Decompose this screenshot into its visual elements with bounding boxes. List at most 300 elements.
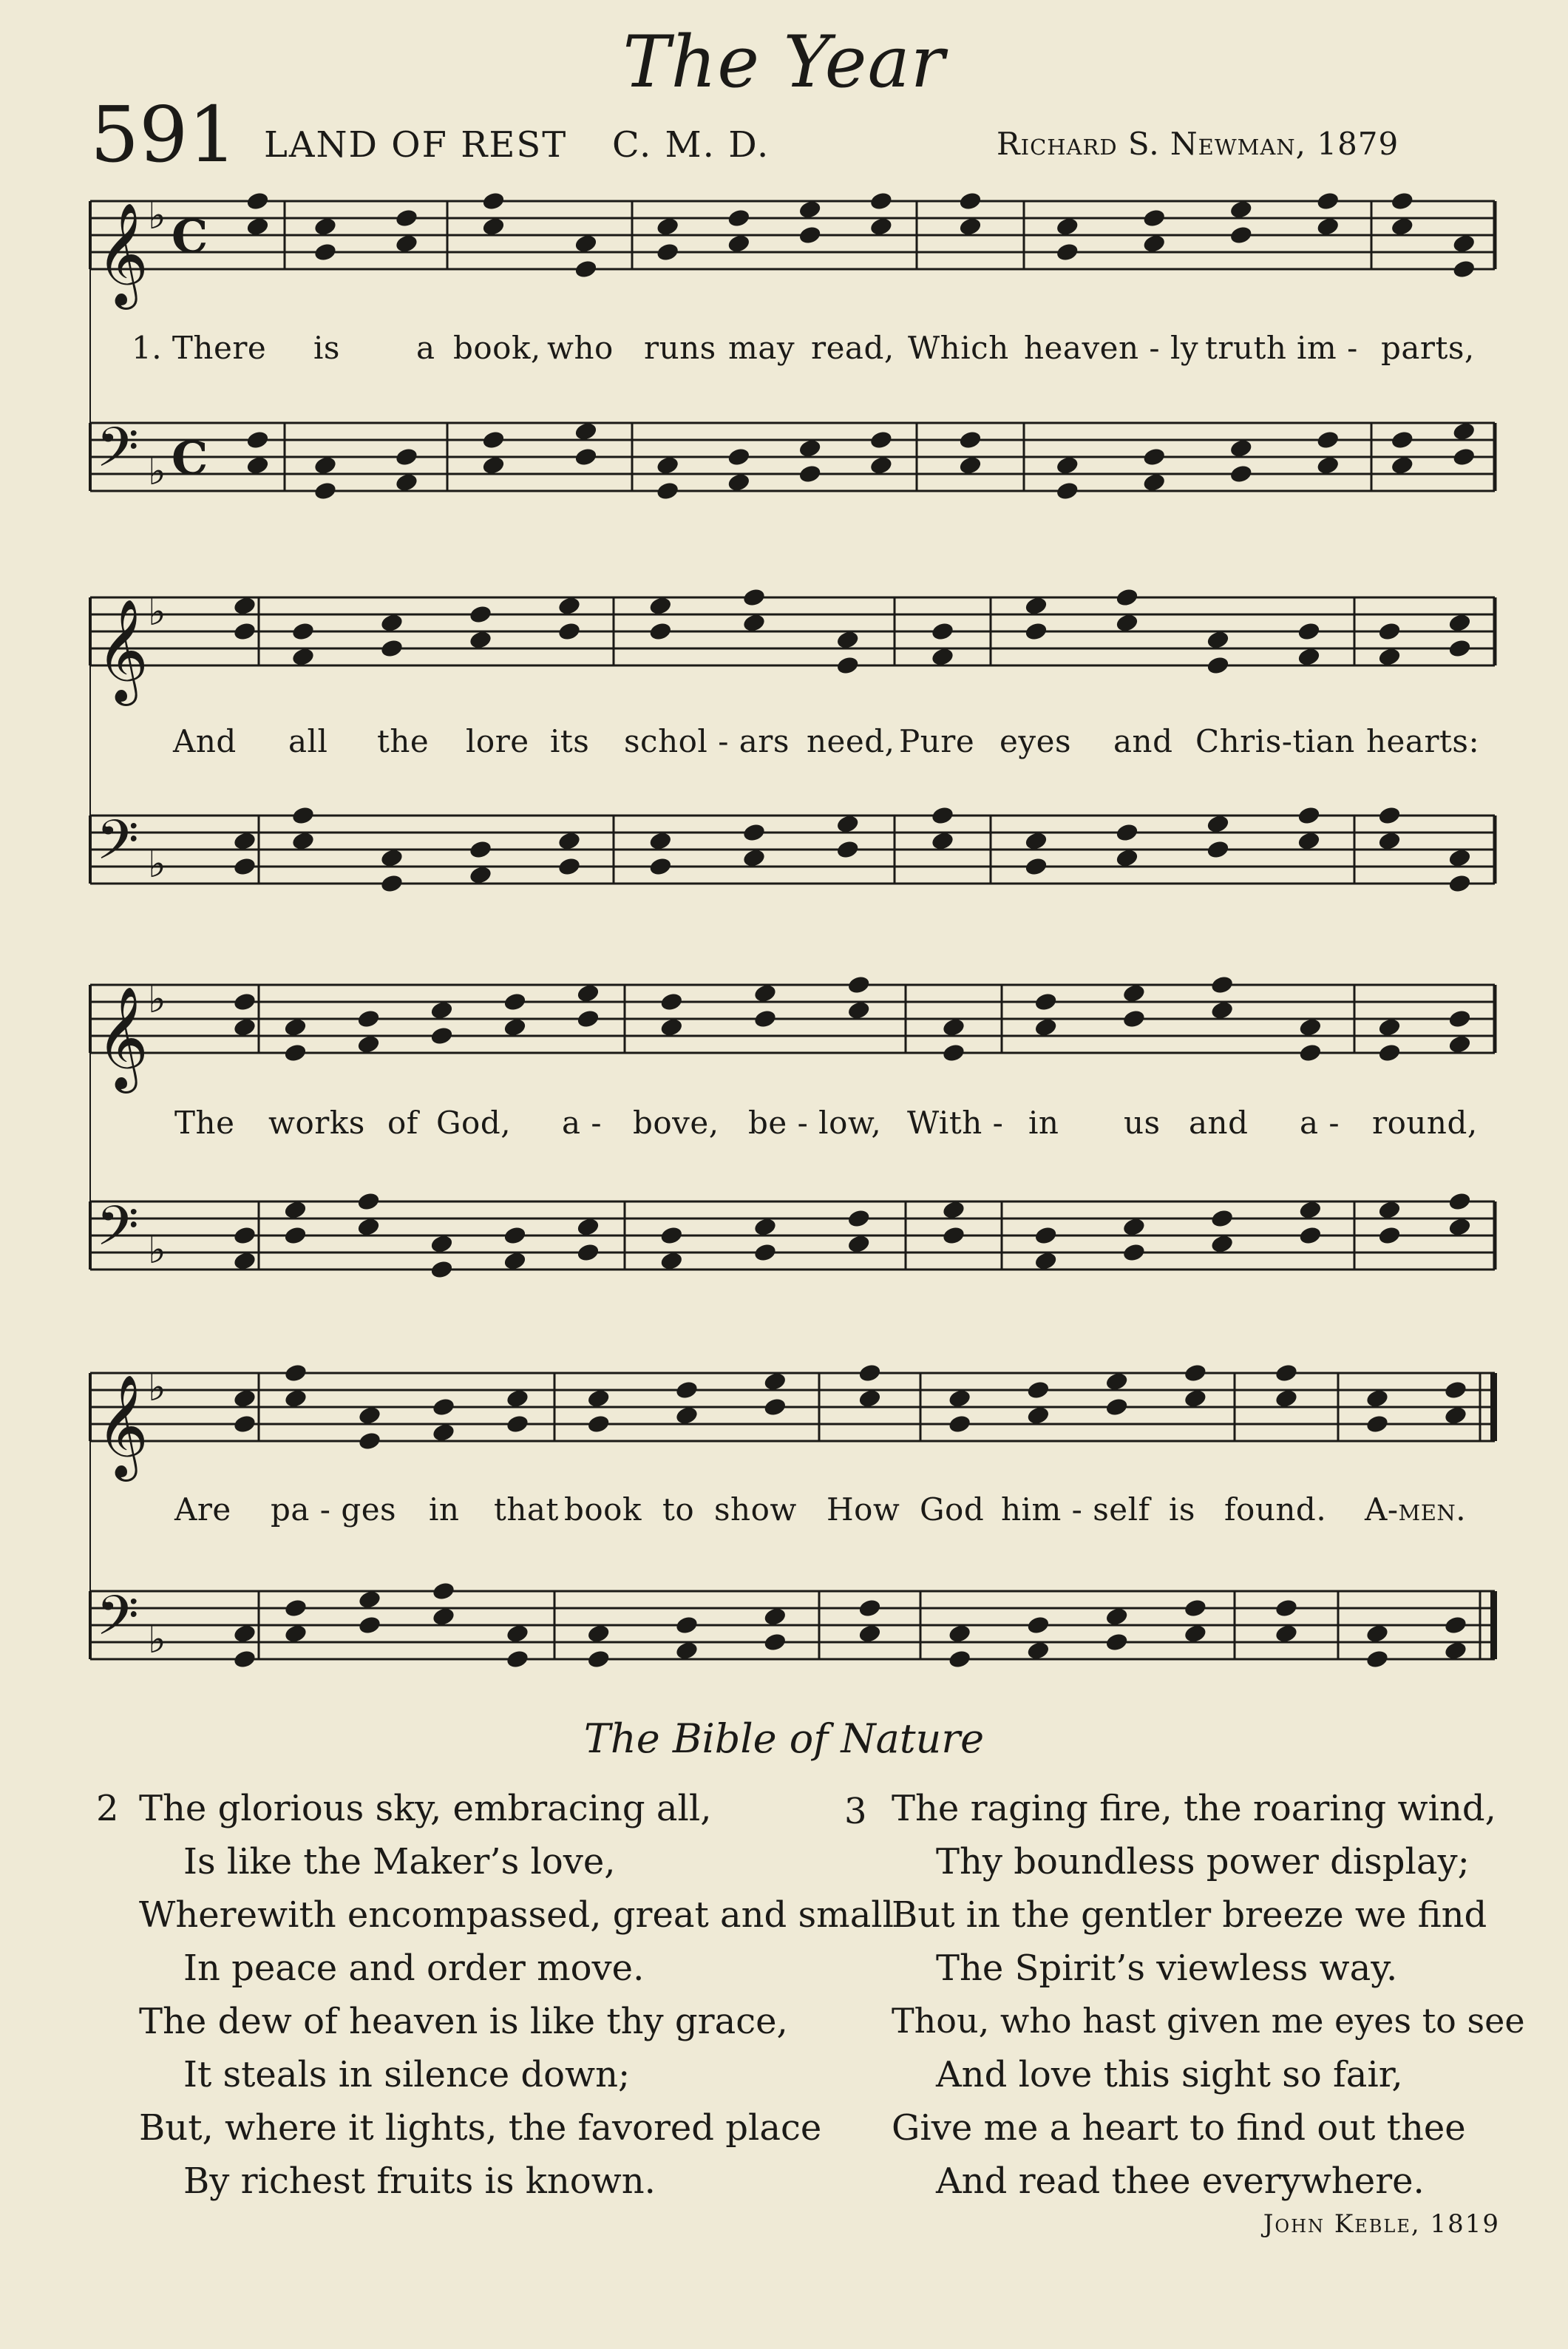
note-head — [1142, 208, 1167, 228]
lyric-word: lore — [466, 723, 529, 759]
note-head — [1210, 1208, 1235, 1229]
note-head — [1443, 1380, 1467, 1400]
note-head — [1034, 1225, 1058, 1246]
note-head — [574, 421, 598, 441]
note-head — [1447, 612, 1472, 633]
note-head — [1055, 242, 1079, 262]
lyric-word: A-men. — [1365, 1491, 1467, 1528]
stanza-line: Give me a heart to find out thee — [892, 2107, 1466, 2149]
note-head — [1377, 830, 1402, 851]
note-head — [1210, 1233, 1235, 1254]
note-head — [1377, 805, 1402, 826]
lyric-word: runs — [644, 330, 716, 366]
lyric-word: and — [1113, 723, 1173, 759]
note-head — [503, 992, 527, 1012]
note-head — [1443, 1640, 1467, 1661]
note-head — [1026, 1405, 1051, 1426]
note-head — [431, 1397, 455, 1417]
note-head — [648, 621, 673, 642]
note-head — [1115, 822, 1139, 843]
note-head — [727, 447, 751, 467]
note-head — [741, 612, 766, 633]
note-head — [481, 455, 506, 475]
treble-clef-icon: 𝄞 — [96, 986, 149, 1089]
flat-icon: ♭ — [148, 1618, 166, 1662]
note-head — [468, 839, 492, 860]
note-head — [1316, 455, 1340, 475]
note-head — [245, 216, 270, 237]
note-head — [232, 1225, 257, 1246]
lyric-word: and — [1189, 1105, 1249, 1141]
note-head — [283, 1623, 308, 1644]
note-head — [1026, 1615, 1051, 1636]
lyric-word: may — [728, 330, 795, 366]
note-head — [835, 655, 860, 676]
note-head — [283, 1225, 308, 1246]
note-head — [1183, 1388, 1207, 1409]
note-head — [1024, 621, 1048, 642]
note-head — [431, 1606, 455, 1627]
lyric-word: The — [174, 1105, 235, 1141]
lyric-word: With - — [907, 1105, 1004, 1141]
lyric-word: all — [288, 723, 328, 759]
lyric-word: God — [920, 1491, 985, 1528]
note-head — [357, 1405, 381, 1426]
bass-clef-icon: 𝄢 — [96, 808, 139, 886]
lyric-word: a - — [562, 1105, 603, 1141]
flat-icon: ♭ — [148, 842, 166, 887]
note-head — [1390, 216, 1414, 237]
note-head — [557, 856, 581, 877]
note-head — [798, 199, 822, 220]
note-head — [948, 1388, 972, 1409]
note-head — [481, 191, 506, 211]
note-head — [930, 621, 954, 642]
note-head — [313, 242, 337, 262]
note-head — [1298, 1017, 1323, 1037]
note-head — [481, 430, 506, 450]
lyric-word: And — [173, 723, 237, 759]
note-head — [1365, 1649, 1389, 1670]
note-head — [656, 216, 680, 237]
bass-clef-icon: 𝄢 — [96, 416, 139, 493]
flat-icon: ♭ — [148, 1228, 166, 1272]
note-head — [576, 1009, 600, 1029]
note-head — [958, 191, 982, 211]
treble-clef-icon: 𝄞 — [96, 1375, 149, 1477]
note-head — [1142, 447, 1167, 467]
note-head — [858, 1388, 882, 1409]
note-head — [1210, 974, 1235, 995]
lyric-word: round, — [1372, 1105, 1478, 1141]
note-head — [505, 1388, 529, 1409]
flat-icon: ♭ — [148, 450, 166, 494]
note-head — [958, 216, 982, 237]
note-head — [1316, 191, 1340, 211]
stanza-line: The glorious sky, embracing all, — [139, 1788, 712, 1829]
note-head — [930, 646, 954, 667]
lyric-word: found. — [1224, 1491, 1327, 1528]
note-head — [648, 595, 673, 616]
note-head — [858, 1363, 882, 1383]
lyric-word: is — [313, 330, 340, 366]
note-head — [1183, 1598, 1207, 1618]
note-head — [846, 1208, 871, 1229]
note-head — [431, 1422, 455, 1443]
note-head — [232, 1388, 257, 1409]
note-head — [232, 856, 257, 877]
note-head — [1298, 1225, 1323, 1246]
note-head — [1297, 621, 1321, 642]
note-head — [674, 1615, 699, 1636]
section-title: The Year — [622, 21, 946, 104]
note-head — [948, 1649, 972, 1670]
note-head — [1377, 1017, 1402, 1037]
note-head — [357, 1431, 381, 1451]
note-head — [1390, 191, 1414, 211]
note-head — [574, 233, 598, 254]
note-head — [941, 1017, 965, 1037]
lyric-word: Which — [908, 330, 1009, 366]
note-head — [1298, 1043, 1323, 1063]
stanza-line: The Spirit’s viewless way. — [936, 1948, 1398, 1989]
note-head — [245, 430, 270, 450]
stanza-line: And read thee everywhere. — [936, 2160, 1425, 2202]
stanza-line: Thou, who hast given me eyes to see — [892, 2001, 1525, 2041]
note-head — [1297, 805, 1321, 826]
lyric-word: pa - ges — [271, 1491, 397, 1528]
note-head — [941, 1199, 965, 1220]
lyric-word: its — [550, 723, 590, 759]
note-head — [948, 1623, 972, 1644]
lyric-word: him - self — [1001, 1491, 1150, 1528]
note-head — [753, 983, 777, 1003]
note-head — [356, 1034, 381, 1054]
note-head — [468, 604, 492, 625]
lyric-word: hearts: — [1366, 723, 1480, 759]
note-head — [1452, 233, 1476, 254]
note-head — [1297, 646, 1321, 667]
note-head — [430, 1259, 454, 1280]
note-head — [763, 1371, 787, 1392]
lyric-word: the — [377, 723, 430, 759]
note-head — [557, 830, 581, 851]
note-head — [574, 259, 598, 279]
note-head — [741, 847, 766, 868]
note-head — [291, 621, 315, 642]
note-head — [846, 1000, 871, 1020]
note-head — [1377, 1225, 1402, 1246]
lyric-word: im - — [1297, 330, 1358, 366]
lyric-word: of — [387, 1105, 418, 1141]
note-head — [357, 1615, 381, 1636]
lyric-word: in — [1028, 1105, 1059, 1141]
note-head — [356, 1191, 381, 1212]
note-head — [1447, 1216, 1472, 1237]
note-head — [798, 464, 822, 484]
bass-clef-icon: 𝄢 — [96, 1194, 139, 1272]
note-head — [1104, 1606, 1129, 1627]
note-head — [283, 1017, 308, 1037]
note-head — [1377, 646, 1402, 667]
note-head — [1447, 873, 1472, 894]
note-head — [674, 1380, 699, 1400]
note-head — [430, 1000, 454, 1020]
note-head — [846, 974, 871, 995]
note-head — [753, 1009, 777, 1029]
note-head — [727, 208, 751, 228]
note-head — [674, 1640, 699, 1661]
stanza-line: Is like the Maker’s love, — [183, 1841, 616, 1882]
stanza-line: But in the gentler breeze we find — [892, 1894, 1487, 1936]
note-head — [869, 430, 893, 450]
note-head — [1121, 1216, 1146, 1237]
note-head — [753, 1216, 777, 1237]
note-head — [858, 1623, 882, 1644]
note-head — [835, 813, 860, 834]
note-head — [763, 1397, 787, 1417]
note-head — [283, 1388, 308, 1409]
note-head — [1183, 1623, 1207, 1644]
note-head — [659, 1225, 684, 1246]
note-head — [1229, 438, 1253, 458]
note-head — [586, 1623, 611, 1644]
note-head — [1447, 1191, 1472, 1212]
note-head — [1142, 233, 1167, 254]
stanza-line: And love this sight so fair, — [936, 2054, 1403, 2095]
note-head — [798, 225, 822, 245]
note-head — [245, 191, 270, 211]
note-head — [394, 208, 418, 228]
note-head — [232, 1250, 257, 1271]
note-head — [232, 1623, 257, 1644]
note-head — [232, 830, 257, 851]
meter: C. M. D. — [612, 124, 770, 166]
stanza-line: By richest fruits is known. — [183, 2160, 656, 2202]
stanza-line: The dew of heaven is like thy grace, — [139, 2001, 788, 2042]
note-head — [1034, 1250, 1058, 1271]
note-head — [1274, 1388, 1298, 1409]
note-head — [1229, 199, 1253, 220]
lyric-word: who — [547, 330, 614, 366]
lyric-word: is — [1169, 1491, 1195, 1528]
note-head — [503, 1250, 527, 1271]
flat-icon: ♭ — [148, 977, 166, 1022]
final-barline — [1490, 1373, 1497, 1441]
lyric-word: works — [268, 1105, 365, 1141]
lyric-word: bove, — [633, 1105, 719, 1141]
poem-title: The Bible of Nature — [583, 1715, 985, 1762]
note-head — [557, 621, 581, 642]
note-head — [430, 1026, 454, 1046]
note-head — [313, 455, 337, 475]
note-head — [379, 873, 404, 894]
note-head — [1229, 464, 1253, 484]
note-head — [753, 1242, 777, 1263]
note-head — [1365, 1623, 1389, 1644]
stanza-number: 3 — [844, 1791, 867, 1832]
note-head — [576, 983, 600, 1003]
stanza-line: Thy boundless power display; — [936, 1841, 1470, 1882]
note-head — [245, 455, 270, 475]
note-head — [1452, 421, 1476, 441]
lyric-word: show — [714, 1491, 797, 1528]
lyric-word: schol - ars — [624, 723, 790, 759]
note-head — [1365, 1414, 1389, 1434]
note-head — [503, 1017, 527, 1037]
lyric-word: us — [1124, 1105, 1161, 1141]
lyric-word: book — [564, 1491, 642, 1528]
note-head — [232, 992, 257, 1012]
stanza-line: It steals in silence down; — [183, 2054, 631, 2095]
note-head — [505, 1649, 529, 1670]
note-head — [356, 1216, 381, 1237]
note-head — [503, 1225, 527, 1246]
note-head — [1210, 1000, 1235, 1020]
note-head — [1274, 1363, 1298, 1383]
note-head — [1026, 1380, 1051, 1400]
bass-clef-icon: 𝄢 — [96, 1584, 139, 1661]
lyric-word: heaven - ly — [1024, 330, 1199, 366]
note-head — [1297, 830, 1321, 851]
note-head — [1447, 1034, 1472, 1054]
note-head — [379, 847, 404, 868]
note-head — [232, 1017, 257, 1037]
note-head — [1206, 813, 1230, 834]
note-head — [1024, 595, 1048, 616]
note-head — [835, 629, 860, 650]
note-head — [1121, 1242, 1146, 1263]
treble-clef-icon: 𝄞 — [96, 599, 149, 702]
note-head — [930, 830, 954, 851]
note-head — [1183, 1363, 1207, 1383]
note-head — [648, 830, 673, 851]
lyric-word: parts, — [1381, 330, 1475, 366]
note-head — [1034, 1017, 1058, 1037]
note-head — [858, 1598, 882, 1618]
note-head — [948, 1414, 972, 1434]
flat-icon: ♭ — [148, 590, 166, 634]
note-head — [1390, 455, 1414, 475]
lyric-word: a — [416, 330, 435, 366]
tune-name: LAND OF REST — [264, 124, 568, 166]
lyric-word: book, — [453, 330, 541, 366]
note-head — [283, 1598, 308, 1618]
lyric-word: in — [429, 1491, 460, 1528]
lyric-word: Chris-tian — [1195, 723, 1355, 759]
note-head — [656, 481, 680, 501]
note-head — [930, 805, 954, 826]
note-head — [505, 1623, 529, 1644]
note-head — [576, 1216, 600, 1237]
note-head — [291, 805, 315, 826]
note-head — [869, 191, 893, 211]
note-head — [1055, 481, 1079, 501]
note-head — [586, 1649, 611, 1670]
hymn-number: 591 — [90, 89, 237, 180]
note-head — [232, 621, 257, 642]
author-credit: John Keble, 1819 — [1263, 2209, 1500, 2239]
note-head — [394, 472, 418, 492]
note-head — [313, 216, 337, 237]
note-head — [1298, 1199, 1323, 1220]
note-head — [1115, 587, 1139, 608]
note-head — [659, 992, 684, 1012]
lyric-word: 1. There — [132, 330, 267, 366]
note-head — [1452, 259, 1476, 279]
note-head — [313, 481, 337, 501]
note-head — [869, 216, 893, 237]
note-head — [1229, 225, 1253, 245]
note-head — [1316, 216, 1340, 237]
note-head — [648, 856, 673, 877]
note-head — [763, 1632, 787, 1653]
common-time-icon: C — [172, 209, 208, 263]
note-head — [835, 839, 860, 860]
note-head — [1055, 455, 1079, 475]
note-head — [291, 830, 315, 851]
lyric-word: eyes — [999, 723, 1071, 759]
flat-icon: ♭ — [148, 194, 166, 238]
note-head — [557, 595, 581, 616]
note-head — [468, 629, 492, 650]
composer-credit: Richard S. Newman, 1879 — [997, 126, 1399, 162]
lyric-word: God, — [436, 1105, 512, 1141]
note-head — [576, 1242, 600, 1263]
note-head — [1104, 1632, 1129, 1653]
note-head — [283, 1199, 308, 1220]
note-head — [846, 1233, 871, 1254]
note-head — [232, 595, 257, 616]
note-head — [379, 638, 404, 659]
note-head — [1365, 1388, 1389, 1409]
note-head — [481, 216, 506, 237]
common-time-icon: C — [172, 431, 208, 485]
note-head — [505, 1414, 529, 1434]
note-head — [1443, 1615, 1467, 1636]
note-head — [357, 1589, 381, 1610]
note-head — [291, 646, 315, 667]
note-head — [674, 1405, 699, 1426]
note-head — [727, 233, 751, 254]
lyric-word: need, — [807, 723, 895, 759]
note-head — [1115, 847, 1139, 868]
note-head — [394, 447, 418, 467]
note-head — [1206, 655, 1230, 676]
stanza-line: The raging fire, the roaring wind, — [892, 1788, 1496, 1829]
stanza-number: 2 — [96, 1788, 119, 1829]
note-head — [379, 612, 404, 633]
note-head — [356, 1009, 381, 1029]
note-head — [1104, 1371, 1129, 1392]
note-head — [656, 242, 680, 262]
note-head — [941, 1225, 965, 1246]
note-head — [1142, 472, 1167, 492]
note-head — [1377, 1199, 1402, 1220]
note-head — [1026, 1640, 1051, 1661]
note-head — [1390, 430, 1414, 450]
note-head — [869, 455, 893, 475]
note-head — [1104, 1397, 1129, 1417]
note-head — [1115, 612, 1139, 633]
stanza-line: Wherewith encompassed, great and small — [139, 1894, 895, 1936]
note-head — [1055, 216, 1079, 237]
stanza-line: But, where it lights, the favored place — [139, 2107, 822, 2149]
note-head — [586, 1414, 611, 1434]
lyric-word: truth — [1205, 330, 1287, 366]
note-head — [1034, 992, 1058, 1012]
lyric-word: How — [827, 1491, 900, 1528]
